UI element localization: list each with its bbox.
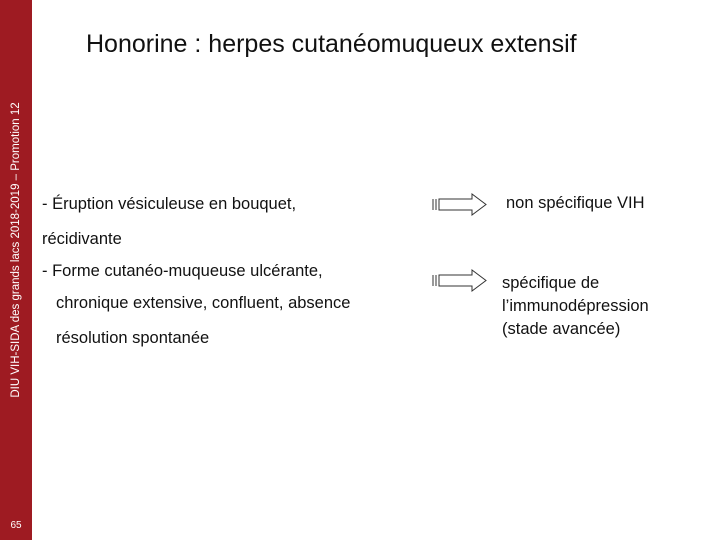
slide-title: Honorine : herpes cutanéomuqueux extensif bbox=[86, 30, 577, 58]
item-1-line-2: récidivante bbox=[42, 230, 122, 248]
item-2-result-line-1: spécifique de bbox=[502, 274, 600, 292]
item-2-line-1: - Forme cutanéo-muqueuse ulcérante, bbox=[42, 262, 323, 280]
page-number: 65 bbox=[10, 520, 22, 531]
item-2-line-2: chronique extensive, confluent, absence bbox=[56, 294, 351, 312]
item-2-result-line-3: (stade avancée) bbox=[502, 320, 621, 338]
item-1-line-1: - Éruption vésiculeuse en bouquet, bbox=[42, 195, 297, 213]
sidebar-course-label: DIU VIH-SIDA des grands lacs 2018-2019 – Promotion 12 bbox=[10, 102, 22, 398]
item-1-result: non spécifique VIH bbox=[506, 194, 645, 212]
item-2-line-3: résolution spontanée bbox=[56, 329, 210, 347]
arrow-right-icon bbox=[432, 192, 488, 216]
arrow-right-icon bbox=[432, 268, 488, 292]
item-2-result-line-2: l’immunodépression bbox=[502, 297, 649, 315]
sidebar-band bbox=[0, 0, 32, 540]
